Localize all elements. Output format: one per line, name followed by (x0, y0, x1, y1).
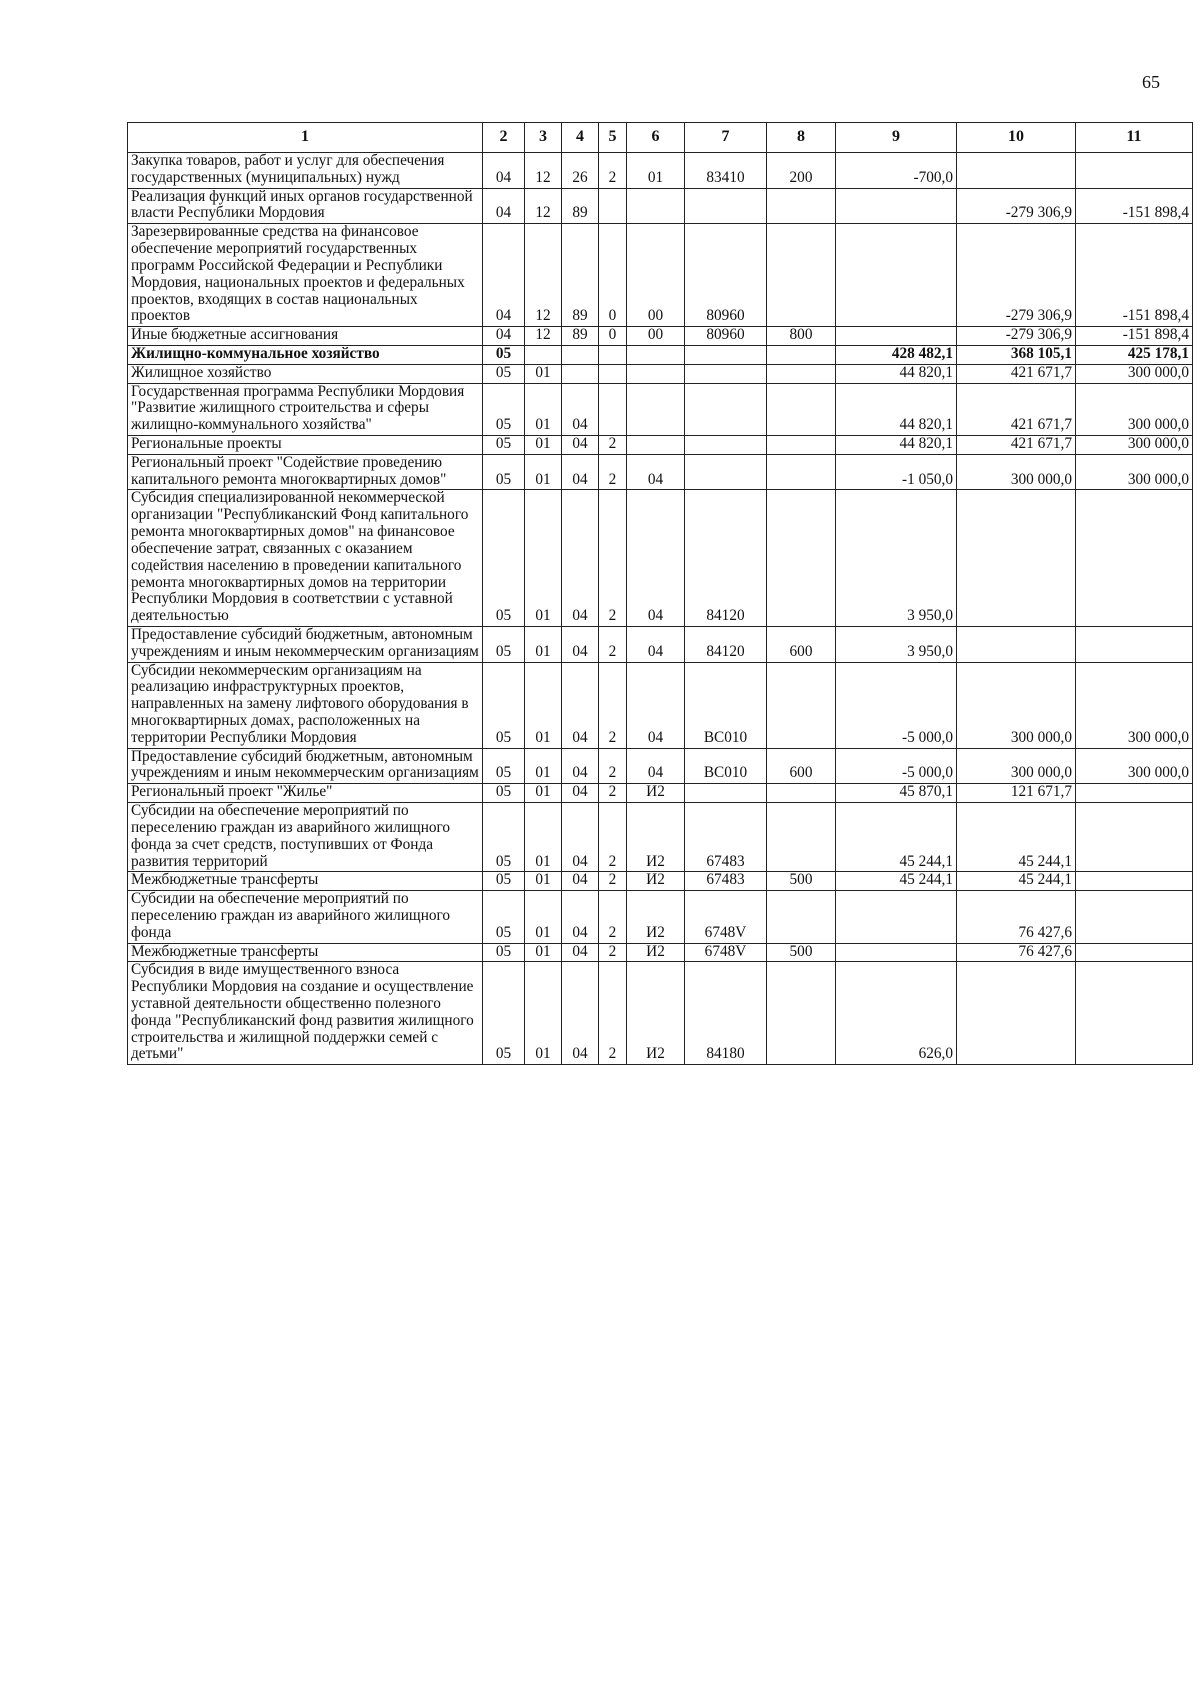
table-row (128, 436, 1193, 455)
subsection-code: 01 (525, 626, 562, 662)
project-code (627, 345, 685, 364)
amount-col9: 45 244,1 (836, 803, 957, 872)
subsection-code (525, 345, 562, 364)
program-code: 89 (562, 327, 599, 346)
project-code: 04 (627, 662, 685, 748)
expense-type-code (767, 224, 836, 327)
subsection-code: 12 (525, 153, 562, 189)
section-code: 05 (483, 803, 525, 872)
subprogram-code: 2 (599, 803, 627, 872)
section-code: 05 (483, 383, 525, 435)
row-name: Закупка товаров, работ и услуг для обеспечения государственных (муниципальных) нужд (128, 153, 483, 189)
project-code: 00 (627, 327, 685, 346)
amount-col10: 121 671,7 (957, 784, 1076, 803)
program-code: 04 (562, 748, 599, 784)
subsection-code: 01 (525, 364, 562, 383)
section-code: 05 (483, 943, 525, 962)
subprogram-code: 2 (599, 662, 627, 748)
project-code: И2 (627, 962, 685, 1065)
table-row (128, 748, 1193, 784)
row-name: Субсидии на обеспечение мероприятий по переселению граждан из аварийного жилищного фонда (128, 891, 483, 943)
table-row (128, 803, 1193, 872)
amount-col9 (836, 224, 957, 327)
project-code: И2 (627, 872, 685, 891)
expense-type-code: 200 (767, 153, 836, 189)
project-code: 04 (627, 626, 685, 662)
subsection-code: 01 (525, 872, 562, 891)
program-code: 04 (562, 784, 599, 803)
section-code: 05 (483, 436, 525, 455)
table-row (128, 345, 1193, 364)
program-code: 89 (562, 188, 599, 224)
direction-code: 83410 (685, 153, 767, 189)
project-code (627, 383, 685, 435)
subprogram-code: 0 (599, 327, 627, 346)
program-code: 89 (562, 224, 599, 327)
project-code: 04 (627, 490, 685, 627)
section-code: 05 (483, 784, 525, 803)
amount-col9 (836, 327, 957, 346)
amount-col11 (1076, 153, 1193, 189)
table-row (128, 490, 1193, 627)
amount-col10: 421 671,7 (957, 436, 1076, 455)
amount-col11: 425 178,1 (1076, 345, 1193, 364)
amount-col11: 300 000,0 (1076, 364, 1193, 383)
amount-col9: 44 820,1 (836, 364, 957, 383)
amount-col9 (836, 891, 957, 943)
amount-col10: 76 427,6 (957, 943, 1076, 962)
project-code: И2 (627, 803, 685, 872)
expense-type-code (767, 784, 836, 803)
table-row (128, 784, 1193, 803)
direction-code: 67483 (685, 803, 767, 872)
table-row (128, 662, 1193, 748)
subsection-code: 01 (525, 784, 562, 803)
row-name: Государственная программа Республики Мордовия "Развитие жилищного строительства и сферы жилищно-коммунального хозяйства" (128, 383, 483, 435)
amount-col11 (1076, 784, 1193, 803)
direction-code: 84120 (685, 626, 767, 662)
section-code: 05 (483, 364, 525, 383)
direction-code: BC010 (685, 662, 767, 748)
table-row (128, 153, 1193, 189)
expense-type-code: 600 (767, 748, 836, 784)
amount-col11 (1076, 891, 1193, 943)
table-row (128, 188, 1193, 224)
table-row (128, 383, 1193, 435)
row-name: Предоставление субсидий бюджетным, автономным учреждениям и иным некоммерческим организациям (128, 626, 483, 662)
amount-col11: -151 898,4 (1076, 327, 1193, 346)
column-header: 4 (562, 123, 599, 153)
amount-col10: 45 244,1 (957, 803, 1076, 872)
section-code: 05 (483, 891, 525, 943)
project-code: И2 (627, 943, 685, 962)
subsection-code: 01 (525, 454, 562, 490)
project-code (627, 364, 685, 383)
expense-type-code (767, 436, 836, 455)
amount-col11 (1076, 872, 1193, 891)
project-code: 01 (627, 153, 685, 189)
program-code: 04 (562, 891, 599, 943)
expense-type-code (767, 345, 836, 364)
column-header: 7 (685, 123, 767, 153)
direction-code (685, 784, 767, 803)
expense-type-code (767, 490, 836, 627)
expense-type-code (767, 662, 836, 748)
amount-col11: 300 000,0 (1076, 662, 1193, 748)
page-number: 65 (1142, 72, 1160, 92)
row-name: Зарезервированные средства на финансовое обеспечение мероприятий государственных программ Российской Федерации и Республики Мордовия, национальных проектов и федеральных проектов, входящих в состав национальных проектов (128, 224, 483, 327)
table-row (128, 454, 1193, 490)
amount-col10 (957, 490, 1076, 627)
amount-col9: 626,0 (836, 962, 957, 1065)
amount-col10: -279 306,9 (957, 224, 1076, 327)
program-code (562, 364, 599, 383)
subsection-code: 12 (525, 224, 562, 327)
amount-col9: -5 000,0 (836, 748, 957, 784)
amount-col11: 300 000,0 (1076, 454, 1193, 490)
column-header: 5 (599, 123, 627, 153)
program-code: 04 (562, 383, 599, 435)
amount-col10 (957, 962, 1076, 1065)
column-header: 3 (525, 123, 562, 153)
subprogram-code: 2 (599, 748, 627, 784)
project-code (627, 188, 685, 224)
amount-col10 (957, 626, 1076, 662)
row-name: Субсидия в виде имущественного взноса Республики Мордовия на создание и осуществление уставной деятельности общественно полезного фонда "Республиканский фонд развития жилищного строительства и жилищной поддержки семей с детьми" (128, 962, 483, 1065)
amount-col9: 45 870,1 (836, 784, 957, 803)
subprogram-code: 2 (599, 436, 627, 455)
subsection-code: 01 (525, 436, 562, 455)
direction-code (685, 383, 767, 435)
section-code: 04 (483, 188, 525, 224)
subsection-code: 01 (525, 962, 562, 1065)
amount-col9: -700,0 (836, 153, 957, 189)
program-code: 04 (562, 662, 599, 748)
subsection-code: 01 (525, 662, 562, 748)
expense-type-code (767, 364, 836, 383)
table-row (128, 962, 1193, 1065)
direction-code: 80960 (685, 224, 767, 327)
subsection-code: 01 (525, 891, 562, 943)
row-name: Реализация функций иных органов государственной власти Республики Мордовия (128, 188, 483, 224)
amount-col10: 421 671,7 (957, 383, 1076, 435)
row-name: Межбюджетные трансферты (128, 872, 483, 891)
amount-col11: -151 898,4 (1076, 188, 1193, 224)
row-name: Субсидии на обеспечение мероприятий по переселению граждан из аварийного жилищного фонда за счет средств, поступивших от Фонда развития территорий (128, 803, 483, 872)
subprogram-code (599, 345, 627, 364)
table-row (128, 872, 1193, 891)
amount-col11 (1076, 626, 1193, 662)
project-code: 04 (627, 454, 685, 490)
subsection-code: 01 (525, 490, 562, 627)
amount-col9: 3 950,0 (836, 626, 957, 662)
section-code: 05 (483, 626, 525, 662)
table-row (128, 224, 1193, 327)
direction-code: 6748V (685, 943, 767, 962)
table-row (128, 327, 1193, 346)
amount-col10: 421 671,7 (957, 364, 1076, 383)
amount-col11: 300 000,0 (1076, 383, 1193, 435)
expense-type-code (767, 454, 836, 490)
program-code: 04 (562, 454, 599, 490)
table-row (128, 943, 1193, 962)
row-name: Жилищное хозяйство (128, 364, 483, 383)
expense-type-code: 500 (767, 943, 836, 962)
section-code: 05 (483, 872, 525, 891)
column-header: 8 (767, 123, 836, 153)
column-header: 9 (836, 123, 957, 153)
amount-col11: 300 000,0 (1076, 748, 1193, 784)
expense-type-code: 600 (767, 626, 836, 662)
program-code: 26 (562, 153, 599, 189)
subprogram-code: 2 (599, 784, 627, 803)
program-code (562, 345, 599, 364)
direction-code (685, 454, 767, 490)
program-code: 04 (562, 626, 599, 662)
amount-col11 (1076, 962, 1193, 1065)
amount-col11 (1076, 490, 1193, 627)
column-header: 1 (128, 123, 483, 153)
direction-code: 84180 (685, 962, 767, 1065)
expense-type-code: 800 (767, 327, 836, 346)
row-name: Жилищно-коммунальное хозяйство (128, 345, 483, 364)
subprogram-code: 2 (599, 943, 627, 962)
subprogram-code (599, 188, 627, 224)
section-code: 05 (483, 748, 525, 784)
direction-code (685, 436, 767, 455)
column-header: 11 (1076, 123, 1193, 153)
subprogram-code: 0 (599, 224, 627, 327)
subsection-code: 12 (525, 188, 562, 224)
direction-code (685, 188, 767, 224)
column-header: 2 (483, 123, 525, 153)
amount-col10: 300 000,0 (957, 662, 1076, 748)
direction-code (685, 364, 767, 383)
direction-code: 84120 (685, 490, 767, 627)
row-name: Иные бюджетные ассигнования (128, 327, 483, 346)
column-header: 6 (627, 123, 685, 153)
subprogram-code: 2 (599, 872, 627, 891)
table-row (128, 364, 1193, 383)
section-code: 05 (483, 490, 525, 627)
project-code: 04 (627, 748, 685, 784)
direction-code: 80960 (685, 327, 767, 346)
direction-code (685, 345, 767, 364)
row-name: Субсидия специализированной некоммерческой организации "Республиканский Фонд капитального ремонта многоквартирных домов" на финансовое обеспечение затрат, связанных с оказанием содействия населению в проведении капитального ремонта многоквартирных домов на территории Республики Мордовия в соответствии с уставной деятельностью (128, 490, 483, 627)
amount-col11 (1076, 803, 1193, 872)
section-code: 05 (483, 345, 525, 364)
expense-type-code (767, 891, 836, 943)
amount-col11 (1076, 943, 1193, 962)
subsection-code: 01 (525, 383, 562, 435)
project-code: И2 (627, 891, 685, 943)
section-code: 05 (483, 454, 525, 490)
subprogram-code: 2 (599, 891, 627, 943)
subsection-code: 01 (525, 748, 562, 784)
subprogram-code: 2 (599, 153, 627, 189)
subprogram-code: 2 (599, 626, 627, 662)
subsection-code: 12 (525, 327, 562, 346)
subprogram-code: 2 (599, 962, 627, 1065)
program-code: 04 (562, 943, 599, 962)
column-header-row (128, 123, 1193, 153)
program-code: 04 (562, 872, 599, 891)
subprogram-code: 2 (599, 490, 627, 627)
section-code: 05 (483, 662, 525, 748)
amount-col9: 44 820,1 (836, 383, 957, 435)
program-code: 04 (562, 436, 599, 455)
project-code (627, 436, 685, 455)
expense-type-code (767, 383, 836, 435)
amount-col10: -279 306,9 (957, 188, 1076, 224)
table-row (128, 891, 1193, 943)
table-body (128, 153, 1193, 1065)
expense-type-code (767, 188, 836, 224)
section-code: 04 (483, 327, 525, 346)
row-name: Региональные проекты (128, 436, 483, 455)
row-name: Предоставление субсидий бюджетным, автономным учреждениям и иным некоммерческим организациям (128, 748, 483, 784)
budget-table (127, 122, 1193, 1065)
subprogram-code (599, 383, 627, 435)
amount-col10: 300 000,0 (957, 748, 1076, 784)
amount-col9: -1 050,0 (836, 454, 957, 490)
direction-code: 67483 (685, 872, 767, 891)
subprogram-code (599, 364, 627, 383)
table-row (128, 626, 1193, 662)
expense-type-code: 500 (767, 872, 836, 891)
section-code: 04 (483, 224, 525, 327)
amount-col9: 3 950,0 (836, 490, 957, 627)
amount-col9 (836, 943, 957, 962)
row-name: Региональный проект "Жилье" (128, 784, 483, 803)
row-name: Региональный проект "Содействие проведению капитального ремонта многоквартирных домов" (128, 454, 483, 490)
project-code: 00 (627, 224, 685, 327)
amount-col9: 45 244,1 (836, 872, 957, 891)
amount-col9: 428 482,1 (836, 345, 957, 364)
expense-type-code (767, 962, 836, 1065)
amount-col9: 44 820,1 (836, 436, 957, 455)
section-code: 05 (483, 962, 525, 1065)
expense-type-code (767, 803, 836, 872)
direction-code: BC010 (685, 748, 767, 784)
subprogram-code: 2 (599, 454, 627, 490)
amount-col9 (836, 188, 957, 224)
amount-col10: 45 244,1 (957, 872, 1076, 891)
amount-col11: -151 898,4 (1076, 224, 1193, 327)
column-header: 10 (957, 123, 1076, 153)
subsection-code: 01 (525, 943, 562, 962)
program-code: 04 (562, 490, 599, 627)
row-name: Субсидии некоммерческим организациям на реализацию инфраструктурных проектов, направленных на замену лифтового оборудования в многоквартирных домах, расположенных на территории Республики Мордовия (128, 662, 483, 748)
program-code: 04 (562, 962, 599, 1065)
direction-code: 6748V (685, 891, 767, 943)
program-code: 04 (562, 803, 599, 872)
subsection-code: 01 (525, 803, 562, 872)
amount-col10: -279 306,9 (957, 327, 1076, 346)
amount-col11: 300 000,0 (1076, 436, 1193, 455)
amount-col10: 368 105,1 (957, 345, 1076, 364)
section-code: 04 (483, 153, 525, 189)
project-code: И2 (627, 784, 685, 803)
amount-col9: -5 000,0 (836, 662, 957, 748)
amount-col10 (957, 153, 1076, 189)
amount-col10: 300 000,0 (957, 454, 1076, 490)
row-name: Межбюджетные трансферты (128, 943, 483, 962)
amount-col10: 76 427,6 (957, 891, 1076, 943)
